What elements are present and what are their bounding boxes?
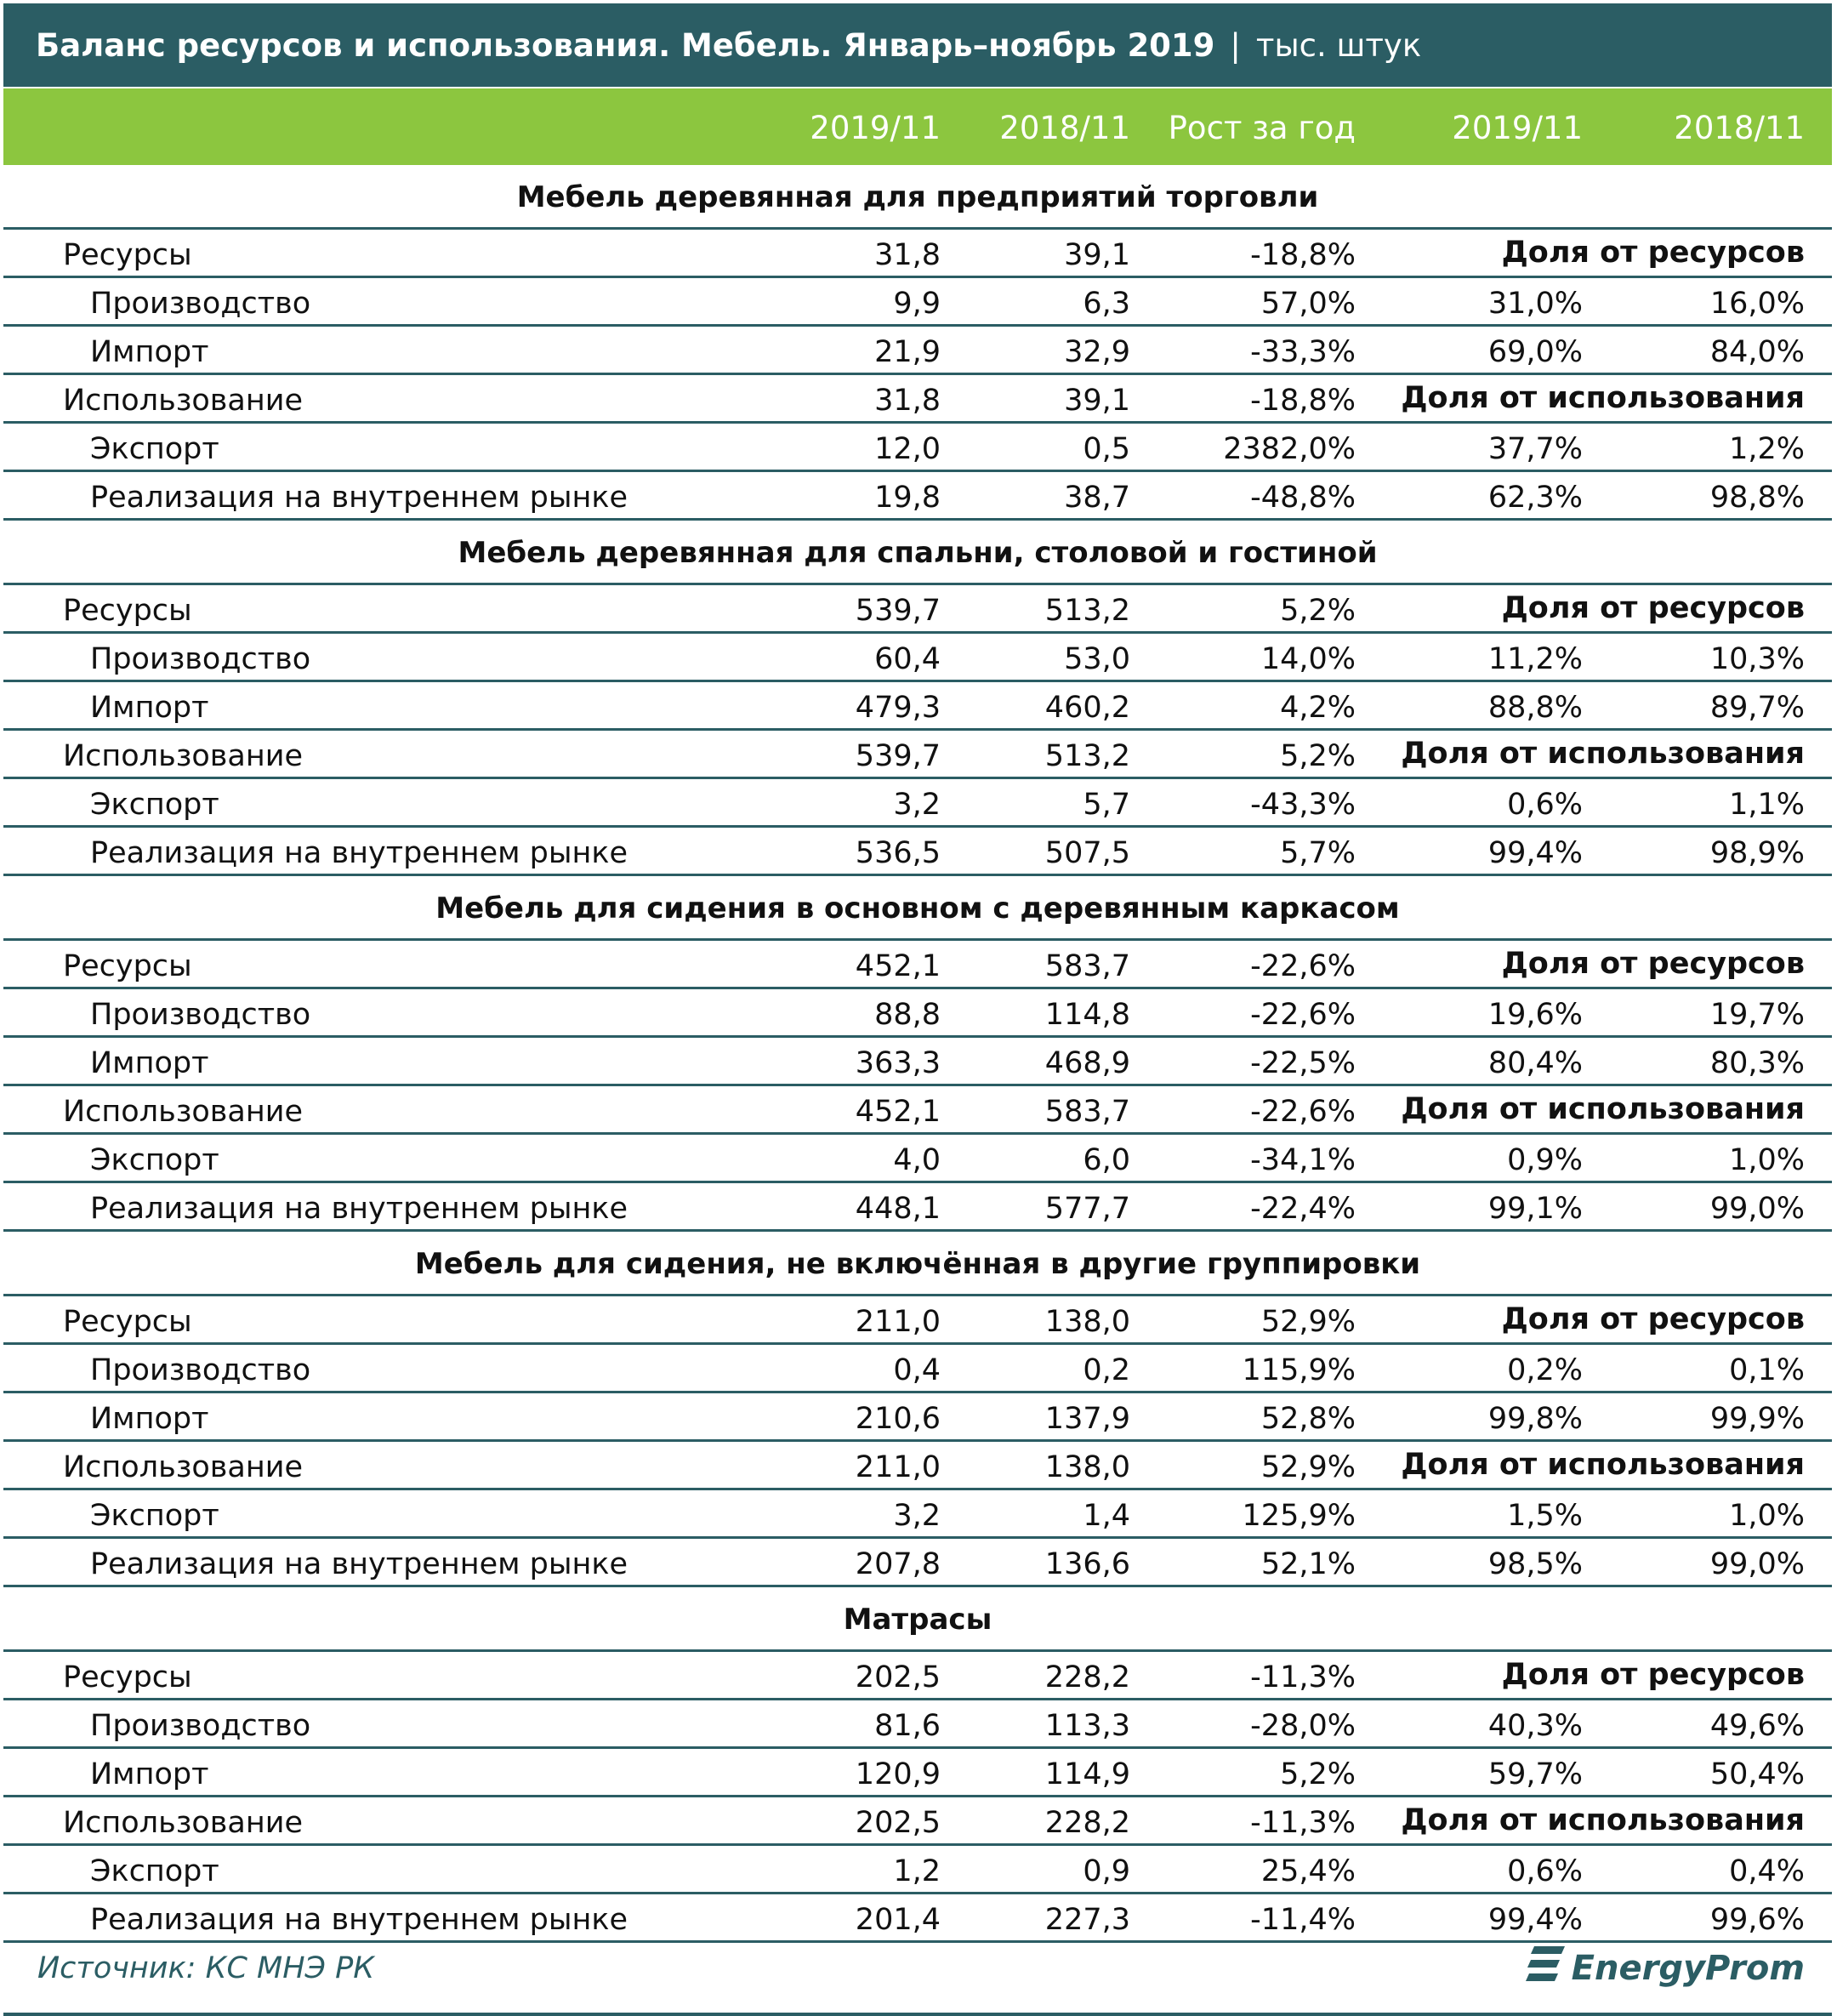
share-2019: 31,0% (1487, 287, 1583, 321)
row-label: Импорт (90, 691, 209, 725)
row-label: Использование (63, 384, 303, 418)
value-growth: -11,4% (1250, 1903, 1356, 1937)
value-2019: 88,8 (874, 998, 941, 1032)
value-2019: 363,3 (855, 1046, 941, 1080)
row-label: Использование (63, 1095, 303, 1129)
value-growth: -11,3% (1250, 1806, 1356, 1840)
share-2018: 16,0% (1709, 287, 1805, 321)
value-2019: 81,6 (874, 1709, 941, 1743)
value-2018: 227,3 (1044, 1903, 1130, 1937)
row-label: Экспорт (90, 788, 219, 822)
value-2019: 31,8 (874, 384, 941, 418)
value-growth: 5,2% (1280, 739, 1356, 773)
table-row (3, 989, 1832, 1038)
share-2018: 99,9% (1709, 1402, 1805, 1436)
table-row (3, 1539, 1832, 1587)
share-note: Доля от использования (1401, 1803, 1805, 1837)
share-2019: 19,6% (1487, 998, 1583, 1032)
value-growth: 2382,0% (1223, 432, 1356, 466)
row-label: Ресурсы (63, 949, 192, 983)
share-note: Доля от ресурсов (1501, 1658, 1805, 1692)
column-header-bar (3, 88, 1832, 165)
share-note: Доля от ресурсов (1501, 947, 1805, 981)
row-label: Реализация на внутреннем рынке (90, 481, 628, 515)
share-2018: 1,0% (1729, 1143, 1805, 1177)
table-row (3, 1442, 1832, 1490)
table-row (3, 230, 1832, 278)
share-2018: 98,8% (1709, 481, 1805, 515)
share-2019: 88,8% (1487, 691, 1583, 725)
share-2018: 80,3% (1709, 1046, 1805, 1080)
value-2019: 479,3 (855, 691, 941, 725)
value-2019: 536,5 (855, 836, 941, 870)
row-label: Реализация на внутреннем рынке (90, 1547, 628, 1581)
table-row (3, 278, 1832, 327)
table-row (3, 634, 1832, 682)
table-row (3, 424, 1832, 472)
value-2018: 136,6 (1044, 1547, 1130, 1581)
value-2019: 0,4 (893, 1353, 941, 1387)
row-label: Импорт (90, 1046, 209, 1080)
share-2019: 11,2% (1487, 642, 1583, 676)
footer (3, 1933, 1832, 2016)
table-row (3, 828, 1832, 876)
share-2019: 0,9% (1507, 1143, 1583, 1177)
value-2018: 583,7 (1044, 949, 1130, 983)
share-2018: 50,4% (1709, 1757, 1805, 1791)
value-2018: 228,2 (1044, 1660, 1130, 1694)
value-growth: -33,3% (1250, 335, 1356, 369)
value-2019: 60,4 (874, 642, 941, 676)
value-2019: 9,9 (893, 287, 941, 321)
table-row (3, 1135, 1832, 1183)
share-2019: 99,8% (1487, 1402, 1583, 1436)
value-2018: 32,9 (1064, 335, 1130, 369)
row-label: Реализация на внутреннем рынке (90, 836, 628, 870)
share-2018: 99,0% (1709, 1547, 1805, 1581)
value-2018: 513,2 (1044, 739, 1130, 773)
column-header-2018: 2018/11 (999, 110, 1130, 146)
column-header-share-2018: 2018/11 (1674, 110, 1805, 146)
share-note: Доля от использования (1401, 737, 1805, 771)
value-growth: -18,8% (1250, 384, 1356, 418)
share-2019: 99,4% (1487, 836, 1583, 870)
table-row (3, 682, 1832, 731)
row-label: Ресурсы (63, 1305, 192, 1339)
value-growth: 5,7% (1280, 836, 1356, 870)
share-2018: 1,2% (1729, 432, 1805, 466)
share-2018: 89,7% (1709, 691, 1805, 725)
value-2019: 448,1 (855, 1192, 941, 1226)
column-header-share-2019: 2019/11 (1452, 110, 1583, 146)
value-2018: 114,8 (1044, 998, 1130, 1032)
value-2019: 207,8 (855, 1547, 941, 1581)
section-title: Мебель деревянная для спальни, столовой и гостиной (3, 521, 1832, 585)
section-title: Мебель деревянная для предприятий торговли (3, 165, 1832, 230)
share-note: Доля от ресурсов (1501, 1302, 1805, 1336)
row-label: Производство (90, 1353, 311, 1387)
table-row (3, 1038, 1832, 1086)
value-2018: 6,3 (1083, 287, 1130, 321)
row-label: Производство (90, 1709, 311, 1743)
value-growth: -22,6% (1250, 998, 1356, 1032)
share-2019: 59,7% (1487, 1757, 1583, 1791)
share-2018: 1,0% (1729, 1499, 1805, 1533)
value-2018: 1,4 (1083, 1499, 1130, 1533)
table-row (3, 327, 1832, 375)
share-2018: 98,9% (1709, 836, 1805, 870)
value-2018: 39,1 (1064, 238, 1130, 272)
value-growth: -22,4% (1250, 1192, 1356, 1226)
source-note: Источник: КС МНЭ РК (37, 1951, 375, 1985)
share-2018: 49,6% (1709, 1709, 1805, 1743)
value-growth: -11,3% (1250, 1660, 1356, 1694)
row-label: Экспорт (90, 1143, 219, 1177)
value-2018: 0,5 (1083, 432, 1130, 466)
value-2018: 114,9 (1044, 1757, 1130, 1791)
value-2018: 468,9 (1044, 1046, 1130, 1080)
value-2019: 201,4 (855, 1903, 941, 1937)
share-2019: 98,5% (1487, 1547, 1583, 1581)
value-2018: 513,2 (1044, 594, 1130, 628)
share-note: Доля от использования (1401, 1092, 1805, 1126)
table-row (3, 472, 1832, 521)
share-2019: 0,2% (1507, 1353, 1583, 1387)
table-title: Баланс ресурсов и использования. Мебель. Январь–ноябрь 2019 (36, 26, 1215, 64)
row-label: Импорт (90, 1757, 209, 1791)
value-2019: 211,0 (855, 1450, 941, 1484)
value-2019: 120,9 (855, 1757, 941, 1791)
value-growth: 57,0% (1260, 287, 1356, 321)
row-label: Экспорт (90, 1499, 219, 1533)
section-title: Мебель для сидения, не включённая в другие группировки (3, 1232, 1832, 1296)
share-2019: 0,6% (1507, 788, 1583, 822)
value-growth: -18,8% (1250, 238, 1356, 272)
row-label: Реализация на внутреннем рынке (90, 1192, 628, 1226)
table-row (3, 1700, 1832, 1749)
value-2019: 31,8 (874, 238, 941, 272)
value-2019: 539,7 (855, 594, 941, 628)
row-label: Импорт (90, 1402, 209, 1436)
share-2018: 10,3% (1709, 642, 1805, 676)
value-2019: 4,0 (893, 1143, 941, 1177)
row-label: Импорт (90, 335, 209, 369)
value-growth: -48,8% (1250, 481, 1356, 515)
table-row (3, 1846, 1832, 1894)
logo-text: EnergyProm (1571, 1949, 1805, 1988)
share-note: Доля от ресурсов (1501, 236, 1805, 270)
table-row (3, 1296, 1832, 1345)
value-growth: 5,2% (1280, 594, 1356, 628)
value-growth: 5,2% (1280, 1757, 1356, 1791)
table-row (3, 375, 1832, 424)
value-2018: 0,2 (1083, 1353, 1130, 1387)
value-growth: -22,5% (1250, 1046, 1356, 1080)
value-2018: 38,7 (1064, 481, 1130, 515)
share-2018: 1,1% (1729, 788, 1805, 822)
share-2018: 99,6% (1709, 1903, 1805, 1937)
value-2018: 138,0 (1044, 1450, 1130, 1484)
share-2018: 0,4% (1729, 1854, 1805, 1888)
table-row (3, 1490, 1832, 1539)
value-2019: 21,9 (874, 335, 941, 369)
value-2019: 12,0 (874, 432, 941, 466)
value-growth: 125,9% (1242, 1499, 1356, 1533)
bottom-rule (3, 2013, 1832, 2016)
value-growth: 25,4% (1260, 1854, 1356, 1888)
table-row (3, 779, 1832, 828)
share-note: Доля от использования (1401, 381, 1805, 415)
table-row (3, 941, 1832, 989)
share-2019: 62,3% (1487, 481, 1583, 515)
value-growth: -22,6% (1250, 1095, 1356, 1129)
share-2018: 84,0% (1709, 335, 1805, 369)
share-2018: 99,0% (1709, 1192, 1805, 1226)
value-2019: 1,2 (893, 1854, 941, 1888)
share-2019: 40,3% (1487, 1709, 1583, 1743)
share-2018: 0,1% (1729, 1353, 1805, 1387)
section-title: Мебель для сидения в основном с деревянным каркасом (3, 876, 1832, 941)
value-2019: 3,2 (893, 1499, 941, 1533)
section-title: Матрасы (3, 1587, 1832, 1652)
table-unit: тыс. штук (1255, 26, 1422, 64)
share-note: Доля от ресурсов (1501, 591, 1805, 625)
value-2018: 137,9 (1044, 1402, 1130, 1436)
value-growth: 14,0% (1260, 642, 1356, 676)
value-growth: 52,8% (1260, 1402, 1356, 1436)
value-growth: -34,1% (1250, 1143, 1356, 1177)
share-2019: 69,0% (1487, 335, 1583, 369)
value-2019: 202,5 (855, 1660, 941, 1694)
value-2019: 3,2 (893, 788, 941, 822)
value-growth: 4,2% (1280, 691, 1356, 725)
column-header-2019: 2019/11 (810, 110, 941, 146)
table-row (3, 1393, 1832, 1442)
value-2018: 39,1 (1064, 384, 1130, 418)
row-label: Реализация на внутреннем рынке (90, 1903, 628, 1937)
energyprom-logo-icon (1526, 1945, 1567, 1992)
share-2019: 99,1% (1487, 1192, 1583, 1226)
value-growth: 115,9% (1242, 1353, 1356, 1387)
column-header-growth: Рост за год (1168, 110, 1356, 146)
table-title-bar (3, 3, 1832, 87)
value-2019: 539,7 (855, 739, 941, 773)
balance-table (3, 165, 1832, 1943)
row-label: Экспорт (90, 1854, 219, 1888)
table-row (3, 731, 1832, 779)
value-2019: 452,1 (855, 1095, 941, 1129)
share-note: Доля от использования (1401, 1448, 1805, 1482)
table-row (3, 1749, 1832, 1797)
value-2018: 113,3 (1044, 1709, 1130, 1743)
share-2019: 37,7% (1487, 432, 1583, 466)
value-2018: 577,7 (1044, 1192, 1130, 1226)
value-2019: 211,0 (855, 1305, 941, 1339)
value-2018: 460,2 (1044, 691, 1130, 725)
share-2019: 1,5% (1507, 1499, 1583, 1533)
table-row (3, 1652, 1832, 1700)
value-2018: 5,7 (1083, 788, 1130, 822)
value-growth: 52,1% (1260, 1547, 1356, 1581)
row-label: Экспорт (90, 432, 219, 466)
title-separator: | (1230, 26, 1241, 64)
value-2018: 138,0 (1044, 1305, 1130, 1339)
share-2019: 99,4% (1487, 1903, 1583, 1937)
table-row (3, 1183, 1832, 1232)
value-2018: 228,2 (1044, 1806, 1130, 1840)
value-2019: 452,1 (855, 949, 941, 983)
value-growth: -43,3% (1250, 788, 1356, 822)
row-label: Использование (63, 1450, 303, 1484)
value-growth: 52,9% (1260, 1450, 1356, 1484)
value-2018: 0,9 (1083, 1854, 1130, 1888)
table-row (3, 585, 1832, 634)
value-2018: 583,7 (1044, 1095, 1130, 1129)
row-label: Производство (90, 642, 311, 676)
row-label: Ресурсы (63, 238, 192, 272)
value-growth: -22,6% (1250, 949, 1356, 983)
value-2019: 202,5 (855, 1806, 941, 1840)
value-2019: 210,6 (855, 1402, 941, 1436)
share-2019: 0,6% (1507, 1854, 1583, 1888)
value-growth: 52,9% (1260, 1305, 1356, 1339)
value-2019: 19,8 (874, 481, 941, 515)
value-growth: -28,0% (1250, 1709, 1356, 1743)
row-label: Производство (90, 998, 311, 1032)
value-2018: 507,5 (1044, 836, 1130, 870)
row-label: Ресурсы (63, 1660, 192, 1694)
table-row (3, 1345, 1832, 1393)
value-2018: 6,0 (1083, 1143, 1130, 1177)
row-label: Производство (90, 287, 311, 321)
share-2019: 80,4% (1487, 1046, 1583, 1080)
row-label: Ресурсы (63, 594, 192, 628)
energyprom-logo (1526, 1945, 1805, 1992)
row-label: Использование (63, 1806, 303, 1840)
table-row (3, 1797, 1832, 1846)
share-2018: 19,7% (1709, 998, 1805, 1032)
value-2018: 53,0 (1064, 642, 1130, 676)
table-row (3, 1086, 1832, 1135)
row-label: Использование (63, 739, 303, 773)
